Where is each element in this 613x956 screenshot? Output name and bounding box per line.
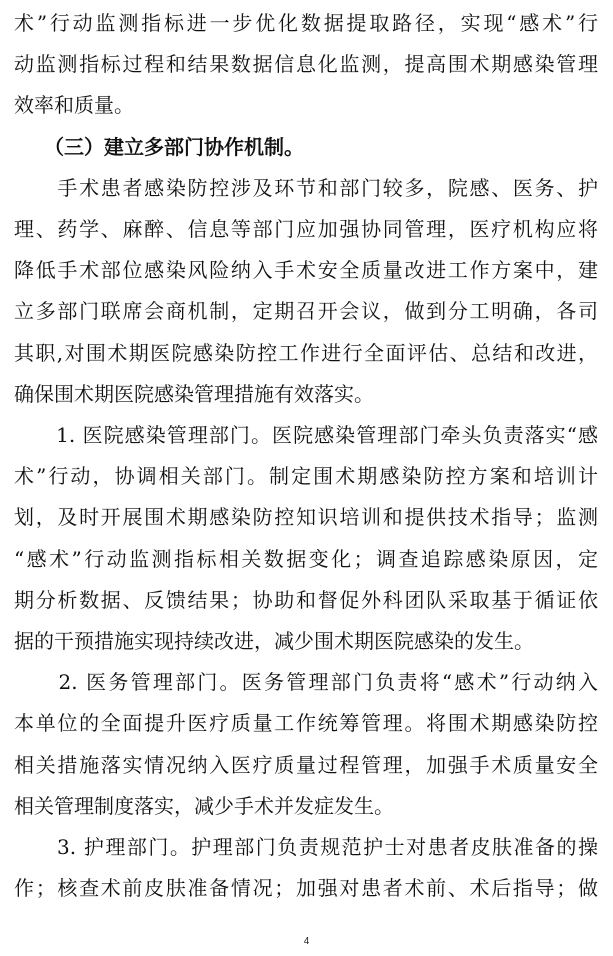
text-line: 作；核查术前皮肤准备情况；加强对患者术前、术后指导；做 (14, 876, 598, 901)
text-line: “感术”行动监测指标相关数据变化；调查追踪感染原因，定 (14, 546, 598, 571)
text-line: 相关管理制度落实，减少手术并发症发生。 (14, 793, 394, 818)
text-line: 其职,对围术期医院感染防控工作进行全面评估、总结和改进， (14, 340, 598, 365)
text-line: 动监测指标过程和结果数据信息化监测，提高围术期感染管理 (14, 52, 598, 77)
text-line: 术”行动，协调相关部门。制定围术期感染防控方案和培训计 (14, 464, 598, 489)
text-line: 相关措施落实情况纳入医疗质量过程管理，加强手术质量安全 (14, 752, 598, 777)
text-line: 据的干预措施实现持续改进，减少围术期医院感染的发生。 (14, 629, 534, 653)
text-line: 手术患者感染防控涉及环节和部门较多，院感、医务、护 (14, 175, 598, 200)
text-line: 本单位的全面提升医疗质量工作统筹管理。将围术期感染防控 (14, 711, 598, 736)
section-heading: （三）建立多部门协作机制。 (14, 134, 304, 159)
text-line: 划，及时开展围术期感染防控知识培训和提供技术指导；监测 (14, 505, 598, 530)
text-line: 1. 医院感染管理部门。医院感染管理部门牵头负责落实“感 (14, 423, 598, 447)
text-line: 2. 医务管理部门。医务管理部门负责将“感术”行动纳入 (14, 670, 598, 695)
text-line: 确保围术期医院感染管理措施有效落实。 (14, 381, 374, 406)
text-line: 效率和质量。 (14, 93, 134, 118)
page-number: 4 (303, 936, 310, 947)
text-line: 立多部门联席会商机制，定期召开会议，做到分工明确，各司 (14, 299, 598, 324)
text-line: 理、药学、麻醉、信息等部门应加强协同管理，医疗机构应将 (14, 217, 598, 241)
text-line: 3. 护理部门。护理部门负责规范护士对患者皮肤准备的操 (14, 835, 598, 859)
text-line: 期分析数据、反馈结果；协助和督促外科团队采取基于循证依 (14, 587, 598, 612)
text-line: 降低手术部位感染风险纳入手术安全质量改进工作方案中，建 (14, 258, 598, 283)
text-line: 术”行动监测指标进一步优化数据提取路径，实现“感术”行 (14, 11, 598, 35)
